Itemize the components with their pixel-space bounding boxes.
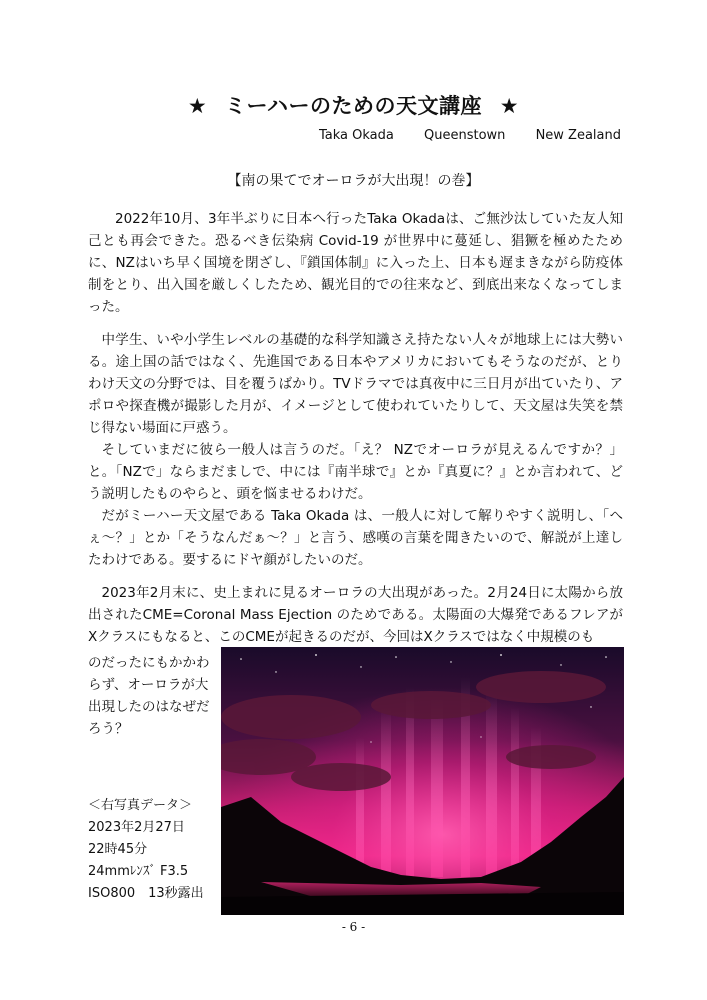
photo-data-date: 2023年2月27日 (88, 820, 185, 835)
paragraph-2: 中学生、いや小学生レベルの基礎的な科学知識さえ持たない人々が地球上には大勢いる。途上国の話ではなく、先進国である日本やアメリカにおいてもそうなのだが、とりわけ天文の分野では、目を覆うばかり。TVドラマでは真夜中に三日月が出ていたり、アポロや探査機が撮影した月が、イメージとして使われていたりして、天文屋は失笑を禁じ得ない場面に戸惑う。 (88, 332, 623, 436)
photo-data-header: ＜右写真データ＞ (88, 798, 193, 813)
photo-data-lens: 24mmﾚﾝｽﾞ F3.5 (88, 864, 189, 879)
photo-data-time: 22時45分 (88, 842, 148, 857)
author-name: Taka Okada (319, 128, 394, 143)
paragraph-3: そしていまだに彼ら一般人は言うのだ。「え？ NZでオーロラが見えるんですか？」と。「NZで」ならまだましで、中には『南半球で』とか『真夏に？』とか言われて、どう説明したものやらと、頭を悩ませるわけだ。 (88, 442, 623, 502)
photo-data-exposure: ISO800 13秒露出 (88, 886, 204, 901)
paragraph-1: 2022年10月、3年半ぶりに日本へ行ったTaka Okadaは、ご無沙汰していた友人知己とも再会できた。恐るべき伝染病 Covid-19 が世界中に蔓延し、猖獗を極めたために、NZはいち早く国境を閉ざし、『鎖国体制』に入った上、日本も遅まきながら防疫体制をとり、出入国を厳しくしたため、観光目的での往来など、到底出来なくなってしまった。 (88, 211, 623, 315)
star-icon: ★ (499, 94, 520, 118)
author-country: New Zealand (535, 128, 621, 143)
title-text: ミーハーのための天文講座 (225, 94, 482, 118)
page-title (0, 90, 707, 120)
paragraph-4: だがミーハー天文屋である Taka Okada は、一般人に対して解りやすく説明し、「へぇ～？」とか「そうなんだぁ～？」と言う、感嘆の言葉を聞きたいので、解説が上達したわけである。要するにドヤ顔がしたいのだ。 (88, 508, 623, 568)
photo-data (88, 795, 218, 905)
author-line (293, 128, 621, 143)
author-city: Queenstown (424, 128, 506, 143)
paragraph-5-continued: のだったにもかかわらず、オーロラが大出現したのはなぜだろう？ (88, 655, 210, 737)
page-number: - 6 - (341, 920, 366, 934)
section-heading: 【南の果てでオーロラが大出現！の巻】 (227, 173, 480, 189)
star-icon: ★ (187, 94, 208, 118)
paragraph-5: 2023年2月末に、史上まれに見るオーロラの大出現があった。2月24日に太陽から放出されたCME=Coronal Mass Ejection のためである。太陽面の大爆発であるフレアがXクラスにもなると、このCMEが起きるのだが、今回はXクラスではなく中規模のも (88, 585, 623, 645)
aurora-photo (221, 647, 624, 915)
